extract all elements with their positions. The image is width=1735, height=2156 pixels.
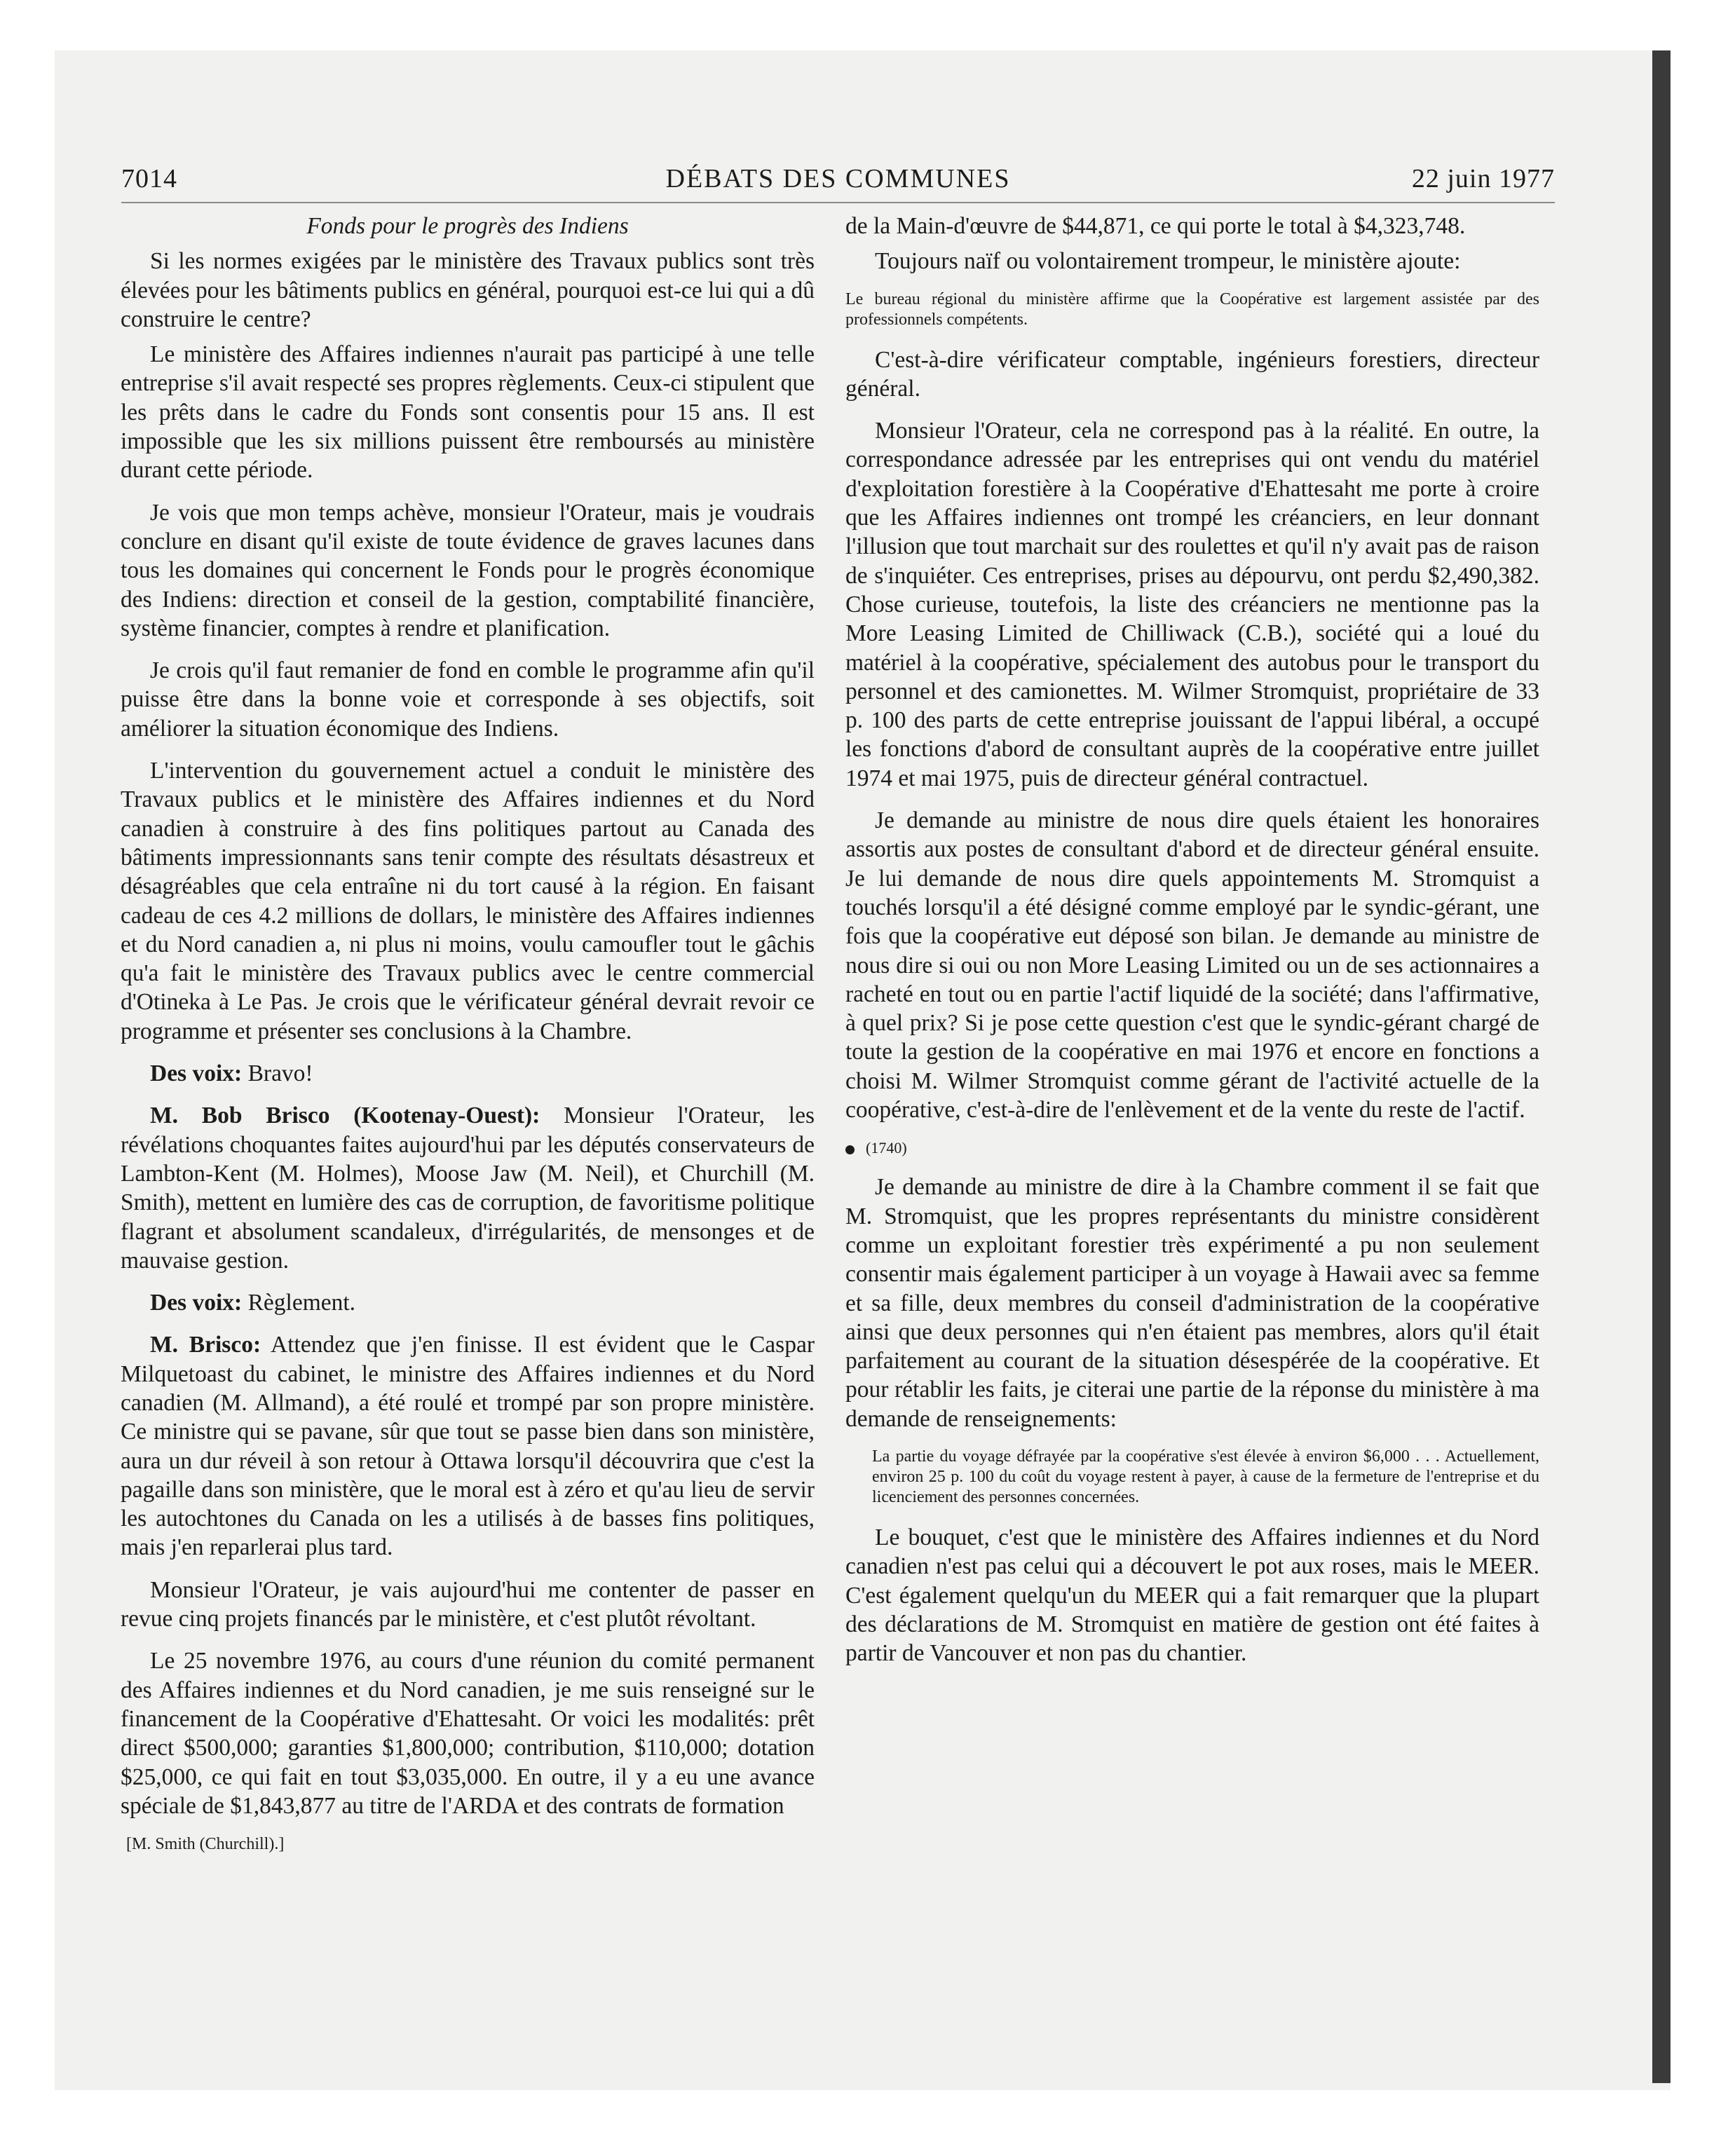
speech-paragraph [121, 1330, 815, 1562]
speaker-name: M. Brisco: [150, 1332, 261, 1358]
header-rule [121, 202, 1555, 203]
page-header [121, 163, 1555, 205]
scan-edge [1652, 50, 1671, 2083]
paragraph: Je demande au ministre de dire à la Chambre comment il se fait que M. Stromquist, que les propres représentants du ministre considèrent comme un exploitant forestier très expérimenté a pu non seulement consentir mais également participer à un voyage à Hawaii avec sa femme et sa fille, deux membres du conseil d'administration de la coopérative ainsi que deux personnes qui n'en étaient pas membres, alors qu'il était parfaitement au courant de la situation désespérée de la coopérative. Et pour rétablir les faits, je citerai une partie de la réponse du ministère à ma demande de renseignements: [845, 1174, 1539, 1432]
paragraph: Je crois qu'il faut remanier de fond en comble le programme afin qu'il puisse être dans la bonne voie et corresponde à ses objectifs, soit améliorer la situation économique des Indiens. [121, 657, 815, 742]
speech-text: Monsieur l'Orateur, les révélations choquantes faites aujourd'hui par les députés conservateurs de Lambton-Kent (M. Holmes), Moose Jaw (M. Neil), et Churchill (M. Smith), mettent en lumière des cas de corruption, de favoritisme politique flagrant et absolument scandaleux, d'irrégularités, de mensonges et de mauvaise gestion. [121, 1103, 815, 1274]
timestamp-marker [845, 1138, 1539, 1159]
block-quote: La partie du voyage défrayée par la coopérative s'est élevée à environ $6,000 . . . Actuellement, environ 25 p. 100 du coût du voyage restent à payer, à cause de la fermeture de l'entreprise et du licenciement des personnes concernées. [872, 1447, 1539, 1506]
paragraph: L'intervention du gouvernement actuel a conduit le ministère des Travaux publics et le ministère des Affaires indiennes et du Nord canadien à construire à des fins politiques partout au Canada des bâtiments impressionnants sans tenir compte des résultats désastreux et désagréables que cela entraîne ni du tort causé à la région. En faisant cadeau de ces 4.2 millions de dollars, le ministère des Affaires indiennes et du Nord canadien a, ni plus ni moins, voulu camoufler tout le gâchis qu'a fait le ministère des Travaux publics avec le centre commercial d'Otineka à Le Pas. Je crois que le vérificateur général devrait revoir ce programme et présenter ses conclusions à la Chambre. [121, 758, 815, 1044]
paragraph: Toujours naïf ou volontairement trompeur, le ministère ajoute: [875, 248, 1461, 275]
paragraph: Si les normes exigées par le ministère des Travaux publics sont très élevées pour les bâtiments publics en général, pourquoi est-ce lui qui a dû construire le centre? [121, 248, 815, 332]
speaker-footnote: [M. Smith (Churchill).] [126, 1835, 285, 1854]
speech-paragraph [121, 1288, 815, 1317]
paragraph: Je vois que mon temps achève, monsieur l'Orateur, mais je voudrais conclure en disant qu'il existe de toute évidence de graves lacunes dans tous les domaines qui concernent le Fonds pour le progrès économique des Indiens: direction et conseil de la gestion, comptabilité financière, système financier, comptes à rendre et planification. [121, 499, 815, 641]
speech-paragraph [121, 1101, 815, 1275]
timestamp: (1740) [866, 1139, 907, 1157]
publication-title: DÉBATS DES COMMUNES [665, 164, 1011, 193]
paragraph: Je demande au ministre de nous dire quels étaient les honoraires assortis aux postes de consultant d'abord et de directeur général ensuite. Je lui demande de nous dire quels appointements M. Stromquist a touchés lorsqu'il a été désigné comme employé par le syndic-gérant, une fois que la coopérative eut déposé son bilan. Je demande au ministre de nous dire si oui ou non More Leasing Limited ou un de ses actionnaires a racheté en tout ou en partie l'actif liquidé de la société; dans l'affirmative, à quel prix? Si je pose cette question c'est que le syndic-gérant chargé de toute la gestion de la coopérative en mai 1976 et encore en fonctions a choisi M. Wilmer Stromquist comme gérant de l'activité actuelle de la coopérative, c'est-à-dire de l'enlèvement et de la vente du reste de l'actif. [845, 807, 1539, 1124]
left-column [121, 212, 815, 1855]
bullet-icon [845, 1145, 855, 1154]
speaker-name: Des voix: [150, 1060, 243, 1087]
page-number: 7014 [121, 164, 177, 193]
paragraph: C'est-à-dire vérificateur comptable, ingénieurs forestiers, directeur général. [845, 346, 1539, 402]
right-column [845, 212, 1539, 1681]
paragraph: Monsieur l'Orateur, je vais aujourd'hui me contenter de passer en revue cinq projets financés par le ministère, et c'est plutôt révoltant. [121, 1576, 815, 1632]
paragraph: Le 25 novembre 1976, au cours d'une réunion du comité permanent des Affaires indiennes et du Nord canadien, je me suis renseigné sur le financement de la Coopérative d'Ehattesaht. Or voici les modalités: prêt direct $500,000; garanties $1,800,000; contribution, $110,000; dotation $25,000, ce qui fait en tout $3,035,000. En outre, il y a eu une avance spéciale de $1,843,877 au titre de l'ARDA et des contrats de formation [121, 1648, 815, 1819]
speech-text: Attendez que j'en finisse. Il est évident que le Caspar Milquetoast du cabinet, le ministre des Affaires indiennes et du Nord canadien (M. Allmand), a été roulé et trompé par son propre ministère. Ce ministre qui se pavane, sûr que tout se passe bien dans son ministère, aura un dur réveil à son retour à Ottawa lorsqu'il découvrira que c'est la pagaille dans son ministère, que le moral est à zéro et qu'au lieu de servir les autochtones du Canada on les a utilisés à de basses fins politiques, mais j'en reparlerai plus tard. [121, 1332, 815, 1561]
publication-date: 22 juin 1977 [1411, 164, 1555, 193]
speech-text: Règlement. [242, 1290, 356, 1316]
speech-paragraph [121, 1059, 815, 1088]
paragraph: de la Main-d'œuvre de $44,871, ce qui porte le total à $4,323,748. [845, 213, 1466, 239]
speaker-name: Des voix: [150, 1290, 243, 1316]
section-title: Fonds pour le progrès des Indiens [306, 213, 629, 239]
paragraph: Monsieur l'Orateur, cela ne correspond pas à la réalité. En outre, la correspondance adressée par les entreprises qui ont vendu du matériel d'exploitation forestière à la Coopérative d'Ehattesaht me porte à croire que les Affaires indiennes ont trompé les créanciers, en leur donnant l'illusion que tout marchait sur des roulettes et qu'il n'y avait pas de raison de s'inquiéter. Ces entreprises, prises au dépourvu, ont perdu $2,490,382. Chose curieuse, toutefois, la liste des créanciers ne mentionne pas la More Leasing Limited de Chilliwack (C.B.), société qui a loué du matériel à la coopérative, spécialement des autobus pour le transport du personnel et des camionettes. M. Wilmer Stromquist, propriétaire de 33 p. 100 des parts de cette entreprise jouissant de l'appui libéral, a occupé les fonctions d'abord de consultant auprès de la coopérative entre juillet 1974 et mai 1975, puis de directeur général contractuel. [845, 418, 1539, 791]
paragraph: Le bouquet, c'est que le ministère des Affaires indiennes et du Nord canadien n'est pas celui qui a découvert le pot aux roses, mais le MEER. C'est également quelqu'un du MEER qui a fait remarquer que la plupart des déclarations de M. Stromquist en matière de gestion ont été faites à partir de Vancouver et non pas du chantier. [845, 1524, 1539, 1667]
speech-text: Bravo! [242, 1060, 313, 1087]
speaker-name: M. Bob Brisco (Kootenay-Ouest): [150, 1103, 540, 1129]
paragraph: Le ministère des Affaires indiennes n'aurait pas participé à une telle entreprise s'il avait respecté ses propres règlements. Ceux-ci stipulent que les prêts dans le cadre du Fonds sont consentis pour 15 ans. Il est impossible que les six millions puissent être remboursés au ministère durant cette période. [121, 341, 815, 484]
block-quote: Le bureau régional du ministère affirme que la Coopérative est largement assistée par des professionnels compétents. [845, 289, 1539, 329]
